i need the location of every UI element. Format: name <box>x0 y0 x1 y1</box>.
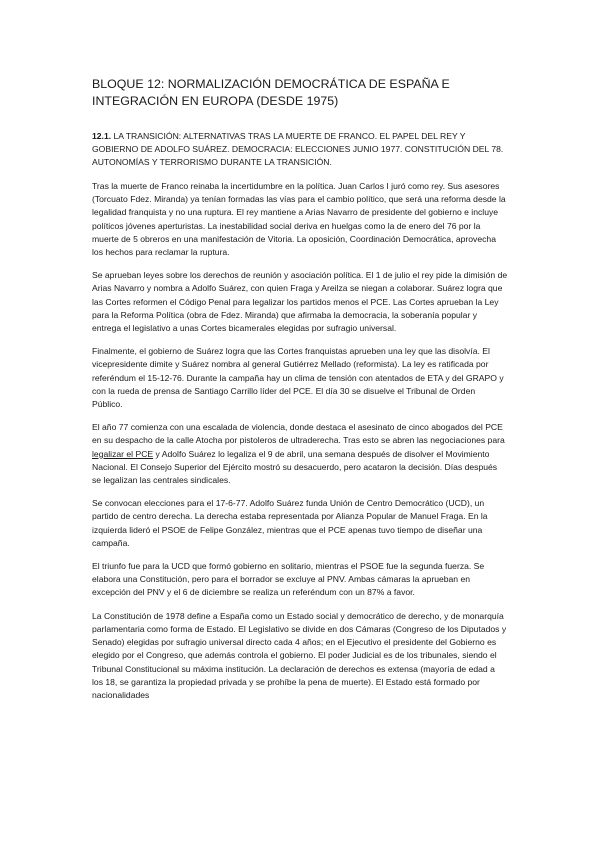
paragraph-4 <box>92 421 508 487</box>
paragraph-4-text-b: y Adolfo Suárez lo legaliza el 9 de abril, una semana después de disolver el Movimiento Nacional. El Consejo Superior del Ejército mostró su desacuerdo, pero acataron la decisión. Días después se legalizan las centrales sindicales. <box>92 448 498 486</box>
document-title: BLOQUE 12: NORMALIZACIÓN DEMOCRÁTICA DE ESPAÑA E INTEGRACIÓN EN EUROPA (DESDE 1975) <box>92 77 450 108</box>
paragraph-3: Finalmente, el gobierno de Suárez logra que las Cortes franquistas aprueben una ley que las disolvía. El vicepresidente dimite y Suárez nombra al general Gutiérrez Mellado (reformista). La ley es ratificada por referéndum el 15-12-76. Durante la campaña hay un clima de tensión con atentados de ETA y del GRAPO y con la rueda de prensa de Santiago Carrillo líder del PCE. El día 30 se disuelve el Tribunal de Orden Público. <box>92 346 504 410</box>
section-heading <box>92 130 508 169</box>
paragraph-7: La Constitución de 1978 define a España como un Estado social y democrático de derecho, y de monarquía parlamentaria como forma de Estado. El Legislativo se divide en dos Cámaras (Congreso de los Diputados y Senado) elegidas por sufragio universal directo cada 4 años; en el Ejecutivo el presidente del Gobierno es elegido por el Congreso, que además controla el gobierno. El poder Judicial es de los tribunales, siendo el Tribunal Constitucional su máxima institución. La declaración de derechos es extensa (mayoría de edad a los 18, se garantiza la propiedad privada y se prohíbe la pena de muerte). El Estado está formado por nacionalidades <box>92 610 507 700</box>
paragraph-4-text-a: El año 77 comienza con una escalada de violencia, donde destaca el asesinato de cinco abogados del PCE en su despacho de la calle Atocha por pistoleros de ultraderecha. Tras esto se abren las negociaciones para <box>92 422 505 446</box>
paragraph-1: Tras la muerte de Franco reinaba la incertidumbre en la política. Juan Carlos I juró como rey. Sus asesores (Torcuato Fdez. Miranda) ya tenían formadas las vías para el cambio político, que será una reforma desde la legalidad franquista y no una ruptura. El rey mantiene a Arias Navarro de presidente del gobierno e incluye políticos jóvenes aperturistas. La inestabilidad social deriva en huelgas como la de enero del 76 por la muerte de 5 obreros en una manifestación de Vitoria. La oposición, Coordinación Democrática, aprovecha los hechos para reclamar la ruptura. <box>92 181 506 258</box>
section-heading-text: LA TRANSICIÓN: ALTERNATIVAS TRAS LA MUERTE DE FRANCO. EL PAPEL DEL REY Y GOBIERNO DE ADOLFO SUÁREZ. DEMOCRACIA: ELECCIONES JUNIO 1977. CONSTITUCIÓN DEL 78. AUTONOMÍAS Y TERRORISMO DURANTE LA TRANSICIÓN. <box>92 131 504 167</box>
paragraph-6: El triunfo fue para la UCD que formó gobierno en solitario, mientras el PSOE fue la segunda fuerza. Se elabora una Constitución, pero para el borrador se excluye al PNV. Ambas cámaras la aprueban en excepción del PNV y el 6 de diciembre se realiza un referéndum con un 87% a favor. <box>92 561 485 598</box>
paragraph-5: Se convocan elecciones para el 17-6-77. Adolfo Suárez funda Unión de Centro Democrático (UCD), un partido de centro derecha. La derecha estaba representada por Alianza Popular de Manuel Fraga. En la izquierda lideró el PSOE de Felipe González, mientras que el PCE apenas tuvo tiempo de diseñar una campaña. <box>92 498 488 548</box>
paragraph-2: Se aprueban leyes sobre los derechos de reunión y asociación política. El 1 de julio el rey pide la dimisión de Arias Navarro y nombra a Adolfo Suárez, con quien Fraga y Areilza se niegan a colaborar. Suárez logra que las Cortes reformen el Código Penal para legalizar los partidos menos el PCE. Las Cortes aprueban la Ley para la Reforma Política (obra de Fdez. Miranda) que afirmaba la democracia, la soberanía popular y entrega el legislativo a unas Cortes bicamerales elegidas por sufragio universal. <box>92 270 508 334</box>
section-number: 12.1. <box>92 131 112 141</box>
legalizar-pce-link[interactable]: legalizar el PCE <box>92 448 154 459</box>
